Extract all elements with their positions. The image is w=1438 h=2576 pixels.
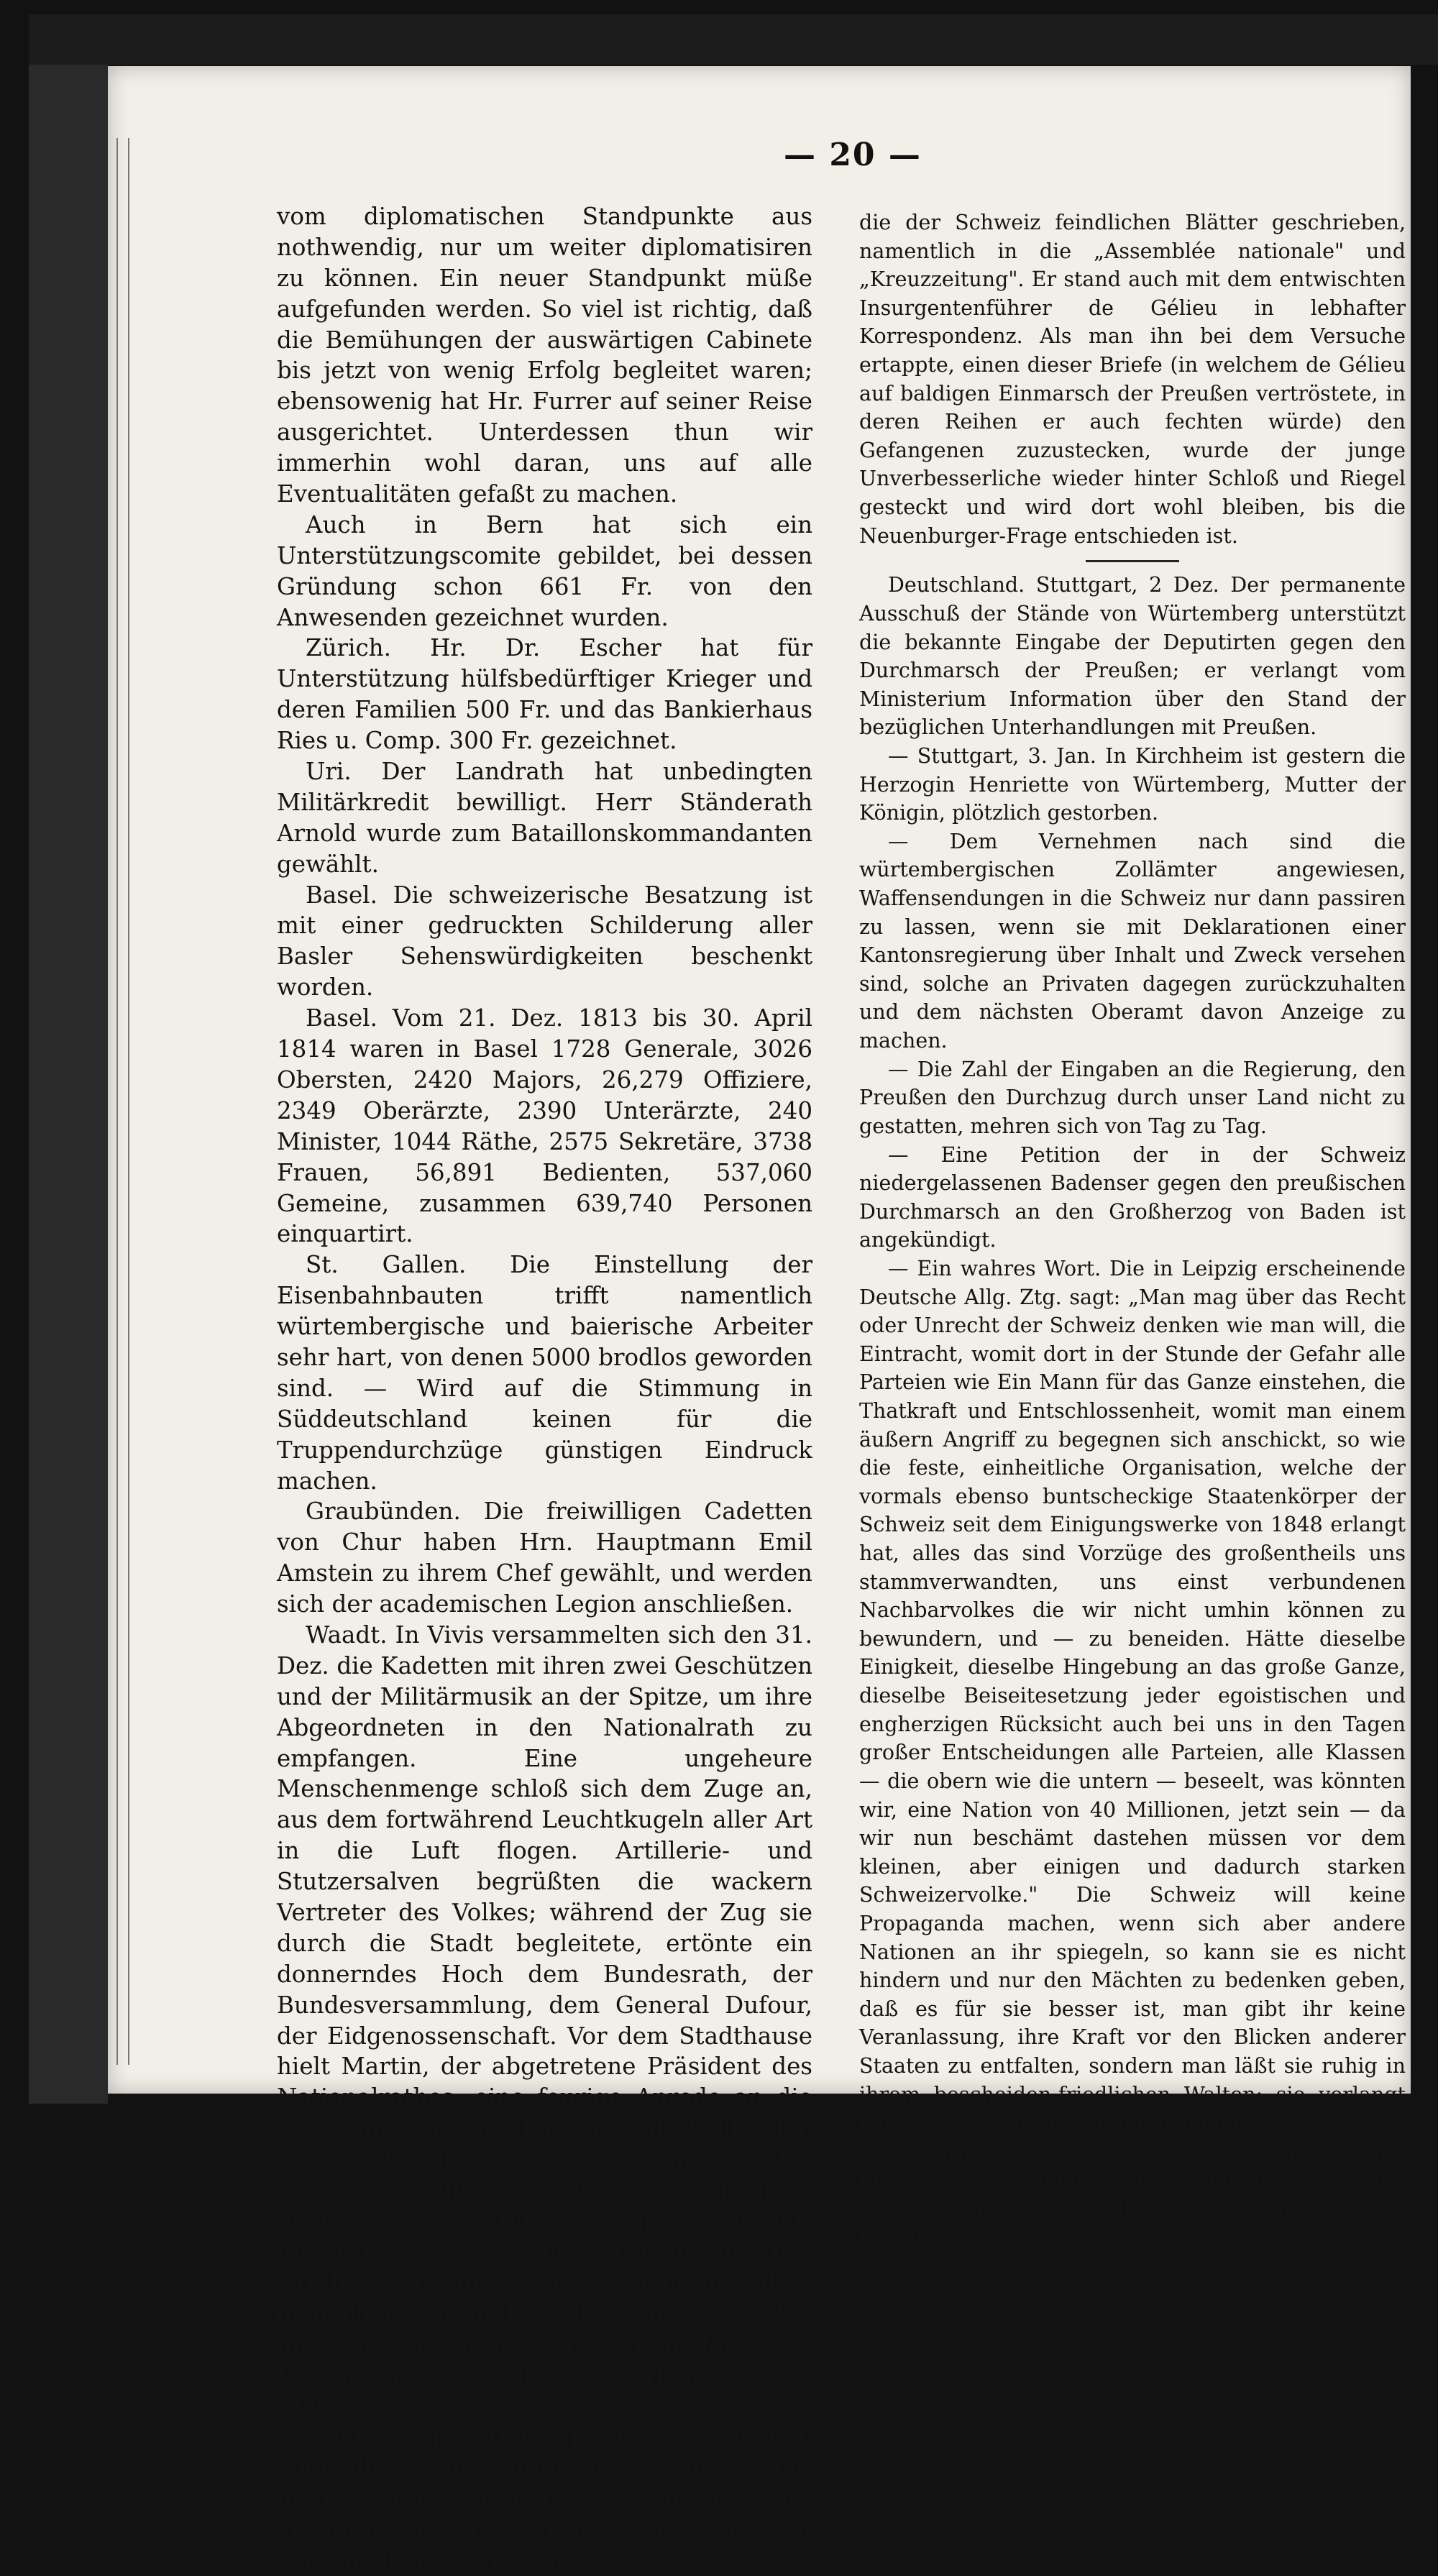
right-column <box>859 208 1406 2251</box>
paragraph: — Ein wahres Wort. Die in Leipzig erscheinende Deutsche Allg. Ztg. sagt: „Man mag über das Recht oder Unrecht der Schweiz denken wie man will, die Eintracht, womit dort in der Stunde der Gefahr alle Parteien wie Ein Mann für das Ganze einstehen, die Thatkraft und Entschlossenheit, womit man einem äußern Angriff zu begegnen sich anschickt, so wie die feste, einheitliche Organisation, welche der vormals ebenso buntscheckige Staatenkörper der Schweiz seit dem Einigungswerke von 1848 erlangt hat, alles das sind Vorzüge des großentheils uns stammverwandten, uns einst verbundenen Nachbarvolkes die wir nicht umhin können zu bewundern, und — zu beneiden. Hätte dieselbe Einigkeit, dieselbe Hingebung an das große Ganze, dieselbe Beiseitesetzung jeder egoistischen und engherzigen Rücksicht auch bei uns in den Tagen großer Entscheidungen alle Parteien, alle Klassen — die obern wie die untern — beseelt, was könnten wir, eine Nation von 40 Millionen, jetzt sein — da wir nun beschämt dastehen müssen vor dem kleinen, aber einigen und dadurch starken Schweizervolke." Die Schweiz will keine Propaganda machen, wenn sich aber andere Nationen an ihr spiegeln, so kann sie es nicht hindern und nur den Mächten zu bedenken geben, daß es für sie besser ist, man gibt ihr keine Veranlassung, ihre Kraft vor den Blicken anderer Staaten zu entfalten, sondern man läßt sie ruhig in ihrem bescheiden-friedlichen Walten; sie verlangt nach keiner andern Geltendmachung. <box>859 1256 1406 2135</box>
paragraph: Basel. Die schweizerische Besatzung ist mit einer gedruckten Schilderung aller Basler Sehenswürdigkeiten beschenkt worden. <box>277 881 812 1001</box>
paragraph: Neuenburg. Der junge Wesdehlen, ebenfalls gegen Kaution in Freiheit gesetzt, hatte seither, statt diese Milde dankbar anzuerkennen, fortwährend aufreizende und verläumdende Artikel in <box>277 2423 812 2574</box>
paragraph: Waadt. In Vivis versammelten sich den 31. Dez. die Kadetten mit ihren zwei Geschützen und der Militärmusik an der Spitze, um ihre Abgeordneten in den Nationalrath zu empfangen. Eine ungeheure Menschenmenge schloß sich dem Zuge an, aus dem fortwährend Leuchtkugeln aller Art in die Luft flogen. Artillerie- und Stutzersalven begrüßten die wackern Vertreter des Volkes; während der Zug sie durch die Stadt begleitete, ertönte ein donnerndes Hoch dem Bundesrath, der Bundesversammlung, dem General Dufour, der Eidgenossenschaft. Vor dem Stadthause hielt Martin, der abgetretene Präsident des Nationalrathes, eine feurige Anrede an die Versammlung, in der er mit treffenden Worten die allgemeine Hingebung für das Vaterland schilderte und ein dreimaliges donnerndes Hoch für die Eidgenossenschaft folgen ließ. Um 12 Uhr zog dann auch der Grütliverein, vom Cercle Leman und dem deutschen Verein begleitet, vor das Lokal und sie brachten den Vorkämpfern der Unabhängigkeit des Vaterlandes ein Ständchen. <box>277 1621 812 2420</box>
paragraph: — Dem Vernehmen nach sind die würtembergischen Zollämter angewiesen, Waffensendungen in die Schweiz nur dann passiren zu lassen, wenn sie mit Deklarationen einer Kantonsregierung über Inhalt und Zweck versehen sind, solche an Privaten dagegen zurückzuhalten und dem nächsten Oberamt davon Anzeige zu machen. <box>859 829 1406 1053</box>
scanner-frame-left <box>29 50 108 2104</box>
paragraph: Uri. Der Landrath hat unbedingten Militärkredit bewilligt. Herr Ständerath Arnold wurde zum Bataillonskommandanten gewählt. <box>277 758 812 878</box>
paragraph: — Darmstadt, 30. Dez. Die Selbstmorde fangen hier an so gewöhnlich zu werden, daß sie kaum noch erwähnt werden. Dieser Tage erhing sich der Pedell der <box>859 2139 1406 2249</box>
paragraph: vom diplomatischen Standpunkte aus nothwendig, nur um weiter diplomatisiren zu können. Ein neuer Standpunkt müße aufgefunden werden. So viel ist richtig, daß die Bemühungen der auswärtigen Cabinete bis jetzt von wenig Erfolg begleitet waren; ebensowenig hat Hr. Furrer auf seiner Reise ausgerichtet. Unterdessen thun wir immerhin wohl daran, uns auf alle Eventualitäten gefaßt zu machen. <box>277 203 812 508</box>
section-divider <box>1086 560 1179 562</box>
paragraph: Auch in Bern hat sich ein Unterstützungscomite gebildet, bei dessen Gründung schon 661 Fr. von den Anwesenden gezeichnet wurden. <box>277 510 812 631</box>
page-stack-edge <box>128 138 129 2065</box>
paragraph: die der Schweiz feindlichen Blätter geschrieben, namentlich in die „Assemblée nationale" und „Kreuzzeitung". Er stand auch mit dem entwischten Insurgentenführer de Gélieu in lebhafter Korrespondenz. Als man ihn bei dem Versuche ertappte, einen dieser Briefe (in welchem de Gélieu auf baldigen Einmarsch der Preußen vertröstete, in deren Reihen er auch fechten würde) den Gefangenen zuzustecken, wurde der junge Unverbesserliche wieder hinter Schloß und Riegel gesteckt und wird dort wohl bleiben, bis die Neuenburger-Frage entschieden ist. <box>859 211 1406 548</box>
paragraph: — Stuttgart, 3. Jan. In Kirchheim ist gestern die Herzogin Henriette von Würtemberg, Mutter der Königin, plötzlich gestorben. <box>859 743 1406 825</box>
page-number: — 20 — <box>784 137 922 173</box>
paragraph: Basel. Vom 21. Dez. 1813 bis 30. April 1814 waren in Basel 1728 Generale, 3026 Obersten, 2420 Majors, 26,279 Offiziere, 2349 Oberärzte, 2390 Unterärzte, 240 Minister, 1044 Räthe, 2575 Sekretäre, 3738 Frauen, 56,891 Bedienten, 537,060 Gemeine, zusammen 639,740 Personen einquartirt. <box>277 1004 812 1248</box>
paragraph: Deutschland. Stuttgart, 2 Dez. Der permanente Ausschuß der Stände von Würtemberg unterstützt die bekannte Eingabe der Deputirten gegen den Durchmarsch der Preußen; er verlangt vom Ministerium Information über den Stand der bezüglichen Unterhandlungen mit Preußen. <box>859 573 1406 740</box>
left-column <box>277 201 812 2576</box>
paragraph: St. Gallen. Die Einstellung der Eisenbahnbauten trifft namentlich würtembergische und baierische Arbeiter sehr hart, von denen 5000 brodlos geworden sind. — Wird auf die Stimmung in Süddeutschland keinen für die Truppendurchzüge günstigen Eindruck machen. <box>277 1251 812 1495</box>
paragraph: Graubünden. Die freiwilligen Cadetten von Chur haben Hrn. Hauptmann Emil Amstein zu ihrem Chef gewählt, und werden sich der academischen Legion anschließen. <box>277 1498 812 1618</box>
paragraph: — Eine Petition der in der Schweiz niedergelassenen Badenser gegen den preußischen Durchmarsch an den Großherzog von Baden ist angekündigt. <box>859 1142 1406 1252</box>
page-stack-edge <box>116 138 118 2065</box>
paragraph: — Die Zahl der Eingaben an die Regierung, den Preußen den Durchzug durch unser Land nicht zu gestatten, mehren sich von Tag zu Tag. <box>859 1057 1406 1138</box>
scanner-frame-top <box>29 14 1438 65</box>
paragraph: Zürich. Hr. Dr. Escher hat für Unterstützung hülfsbedürftiger Krieger und deren Familien 500 Fr. und das Bankierhaus Ries u. Comp. 300 Fr. gezeichnet. <box>277 634 812 755</box>
